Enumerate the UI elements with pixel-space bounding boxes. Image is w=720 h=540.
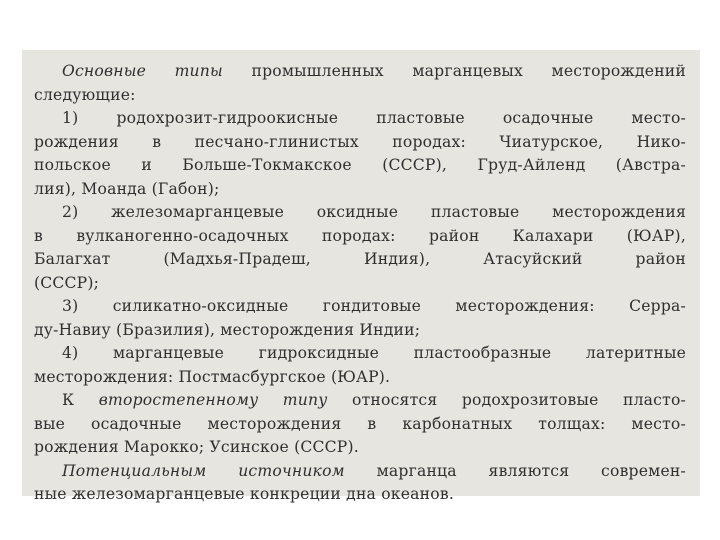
text-line-4 [34,131,686,155]
italic-phrase: Основные типы [62,62,223,80]
line-text: месторождения: Постмасбургское (ЮАР). [34,367,391,386]
text-line-18 [34,460,686,484]
text-line-3 [34,107,686,131]
line-text: промышленных марганцевых месторождений [222,62,686,80]
text-line-16 [34,413,686,437]
line-text: относятся родохрозитовые пласто- [327,391,686,409]
italic-phrase: Потенциальным источником [62,461,345,480]
line-text: ду-Навиу (Бразилия), месторождения Индии; [34,320,421,339]
text-line-9 [34,248,686,272]
line-text: марганца являются современ- [344,461,686,480]
line-prefix: К [62,391,99,409]
line-text: вые осадочные месторождения в карбонатных толщах: место- [34,414,686,433]
text-line-5 [34,154,686,178]
text-line-10 [34,272,686,296]
text-line-11 [34,295,686,319]
text-line-1 [34,60,686,84]
text-line-13 [34,342,686,366]
text-line-7 [34,201,686,225]
italic-phrase: второстепенному типу [98,391,328,409]
line-text: (СССР); [34,273,100,292]
line-text: следующие: [34,85,136,104]
line-text: 3) силикатно-оксидные гондитовые месторождения: Серра- [62,297,686,315]
line-text: польское и Больше-Токмакское (СССР), Груд-Айленд (Австра- [34,156,686,174]
line-text: 4) марганцевые гидроксидные пластообразные латеритные [62,344,686,362]
text-line-15 [34,389,686,413]
line-text: 1) родохрозит-гидроокисные пластовые осадочные место- [62,109,686,127]
text-line-2 [34,84,686,108]
text-line-14 [34,366,686,390]
line-text: рождения Марокко; Усинское (СССР). [34,438,359,456]
text-line-19 [34,483,686,507]
line-text: Балагхат (Мадхья-Прадеш, Индия), Атасуйский район [34,250,686,268]
scanned-text-block [22,50,700,503]
line-text: в вулканогенно-осадочных породах: район Калахари (ЮАР), [34,226,686,245]
line-text: 2) железомарганцевые оксидные пластовые месторождения [62,203,686,221]
text-line-12 [34,319,686,343]
line-text: лия), Моанда (Габон); [34,179,220,198]
text-line-17 [34,436,686,460]
line-text: рождения в песчано-глинистых породах: Чиатурское, Нико- [34,132,686,151]
line-text: ные железомарганцевые конкреции дна океанов. [34,485,454,503]
text-line-6 [34,178,686,202]
text-line-8 [34,225,686,249]
